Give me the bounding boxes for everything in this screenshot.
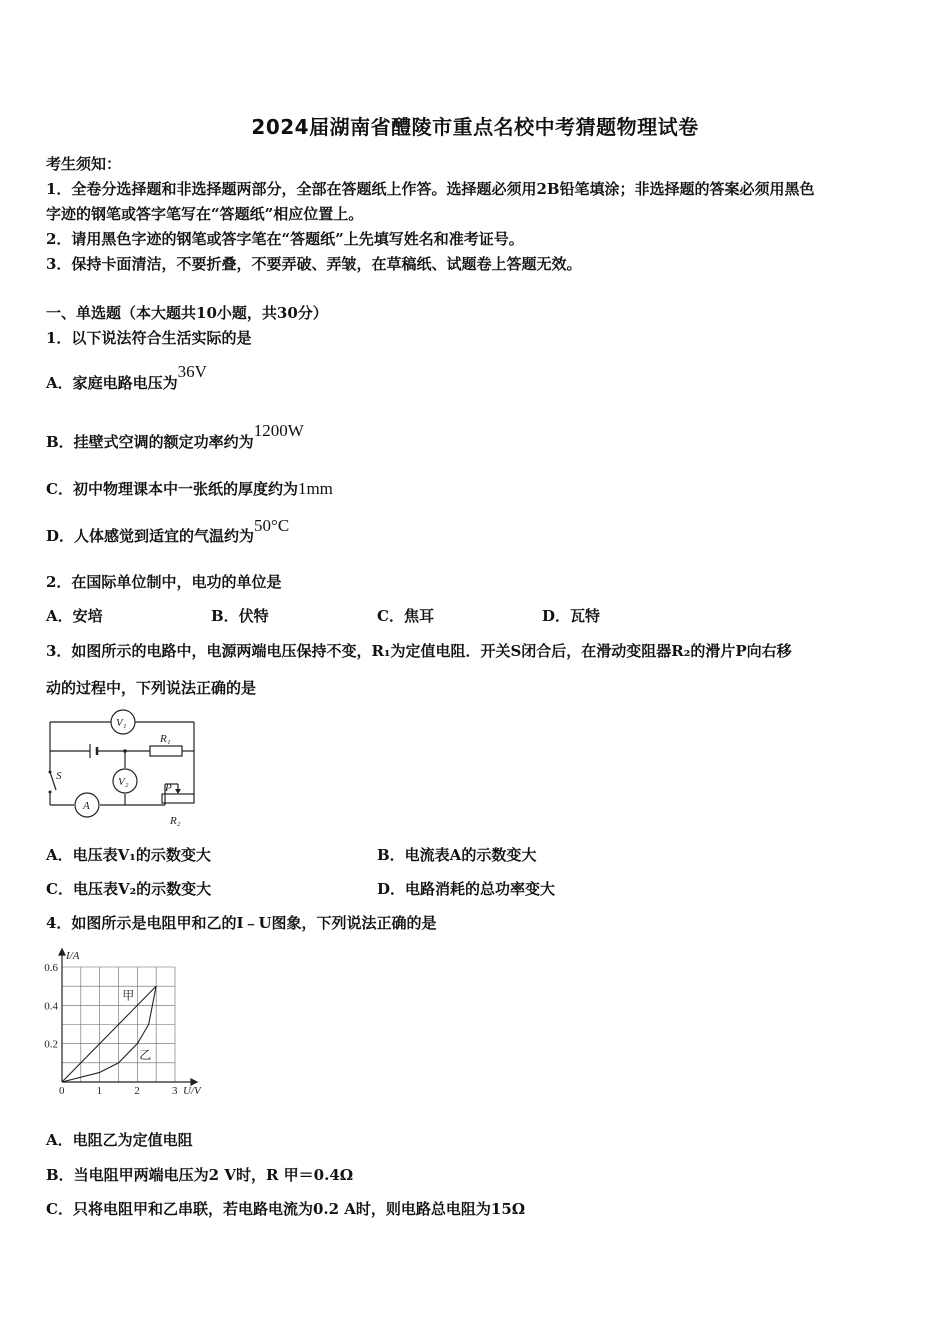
q1-c-text: C．初中物理课本中一张纸的厚度约为 <box>46 480 298 498</box>
label-r1: R₁ <box>160 733 171 745</box>
x-tick-label: 2 <box>134 1085 140 1095</box>
q1-option-b <box>46 421 304 452</box>
y-axis-arrow <box>59 949 65 955</box>
q1-a-value: 36V <box>177 362 207 381</box>
y-tick-label: 0.4 <box>44 1000 58 1013</box>
notice-item-3: 3．保持卡面清洁，不要折叠，不要弄破、弄皱，在草稿纸、试题卷上答题无效。 <box>46 255 582 273</box>
series-label-jia: 甲 <box>122 988 135 1003</box>
q4-option-a: A．电阻乙为定值电阻 <box>46 1131 193 1149</box>
q1-stem: 1．以下说法符合生活实际的是 <box>46 329 252 347</box>
notice-item-1b: 字迹的钢笔或答字笔写在“答题纸”相应位置上。 <box>46 205 364 223</box>
q2-stem: 2．在国际单位制中，电功的单位是 <box>46 573 282 591</box>
series-label-yi: 乙 <box>139 1048 152 1062</box>
q3-option-c: C．电压表V₂的示数变大 <box>46 880 212 898</box>
q2-option-b: B．伏特 <box>211 607 269 625</box>
exam-title: 2024届湖南省醴陵市重点名校中考猜题物理试卷 <box>251 115 699 139</box>
q1-b-text: B．挂壁式空调的额定功率约为 <box>46 433 254 451</box>
q2-option-c: C．焦耳 <box>377 607 434 625</box>
q3-stem-line1: 3．如图所示的电路中，电源两端电压保持不变，R₁为定值电阻．开关S闭合后，在滑动变阻器R₂的滑片P向右移 <box>46 642 792 660</box>
notice-item-2: 2．请用黑色字迹的钢笔或答字笔在“答题纸”上先填写姓名和准考证号。 <box>46 230 524 248</box>
q4-stem: 4．如图所示是电阻甲和乙的I﹣U图象，下列说法正确的是 <box>46 914 437 932</box>
q4-option-c: C．只将电阻甲和乙串联，若电路电流为0.2 A时，则电路总电阻为15Ω <box>46 1200 526 1218</box>
q2-option-a: A．安培 <box>46 607 103 625</box>
q1-option-c <box>46 478 333 499</box>
x-tick-label: 3 <box>172 1085 178 1095</box>
y-tick-label: 0.2 <box>44 1038 58 1051</box>
label-p: P <box>165 782 172 794</box>
q3-option-b: B．电流表A的示数变大 <box>377 846 537 864</box>
label-a: A <box>83 800 90 812</box>
label-v2: V₂ <box>118 776 129 788</box>
q3-option-a: A．电压表V₁的示数变大 <box>46 846 211 864</box>
resistor-r1 <box>150 746 182 756</box>
section-heading: 一、单选题（本大题共10小题，共30分） <box>46 304 328 322</box>
q1-d-text: D．人体感觉到适宜的气温约为 <box>46 527 255 545</box>
label-v1: V₁ <box>116 717 127 729</box>
x-tick-label: 1 <box>96 1085 103 1095</box>
notice-heading: 考生须知： <box>46 155 122 173</box>
q1-d-value: 50°C <box>254 516 290 535</box>
resistor-r2 <box>162 794 194 803</box>
q4-option-b: B．当电阻甲两端电压为2 V时，R 甲＝0.4Ω <box>46 1166 354 1184</box>
q1-b-value: 1200W <box>253 421 304 440</box>
q3-stem-line2: 动的过程中，下列说法正确的是 <box>46 679 257 697</box>
notice-item-1a: 1．全卷分选择题和非选择题两部分，全部在答题纸上作答。选择题必须用2B铅笔填涂；非选择题的答案必须用黑色 <box>46 180 815 198</box>
x-tick-label: 0 <box>59 1085 65 1095</box>
x-axis-label: U/V <box>183 1085 201 1095</box>
y-tick-label: 0.6 <box>44 962 58 974</box>
q1-option-d <box>46 516 290 546</box>
q2-option-d: D．瓦特 <box>542 607 601 625</box>
y-axis-label: I/A <box>66 950 80 962</box>
q1-option-a <box>46 362 207 393</box>
label-s: S <box>56 770 62 782</box>
iu-chart <box>40 940 220 1095</box>
label-r2: R₂ <box>170 815 181 827</box>
q3-option-d: D．电路消耗的总功率变大 <box>377 880 556 898</box>
q1-a-text: A．家庭电路电压为 <box>46 374 178 392</box>
circuit-diagram <box>40 706 202 828</box>
q1-c-value: 1mm <box>297 479 333 498</box>
